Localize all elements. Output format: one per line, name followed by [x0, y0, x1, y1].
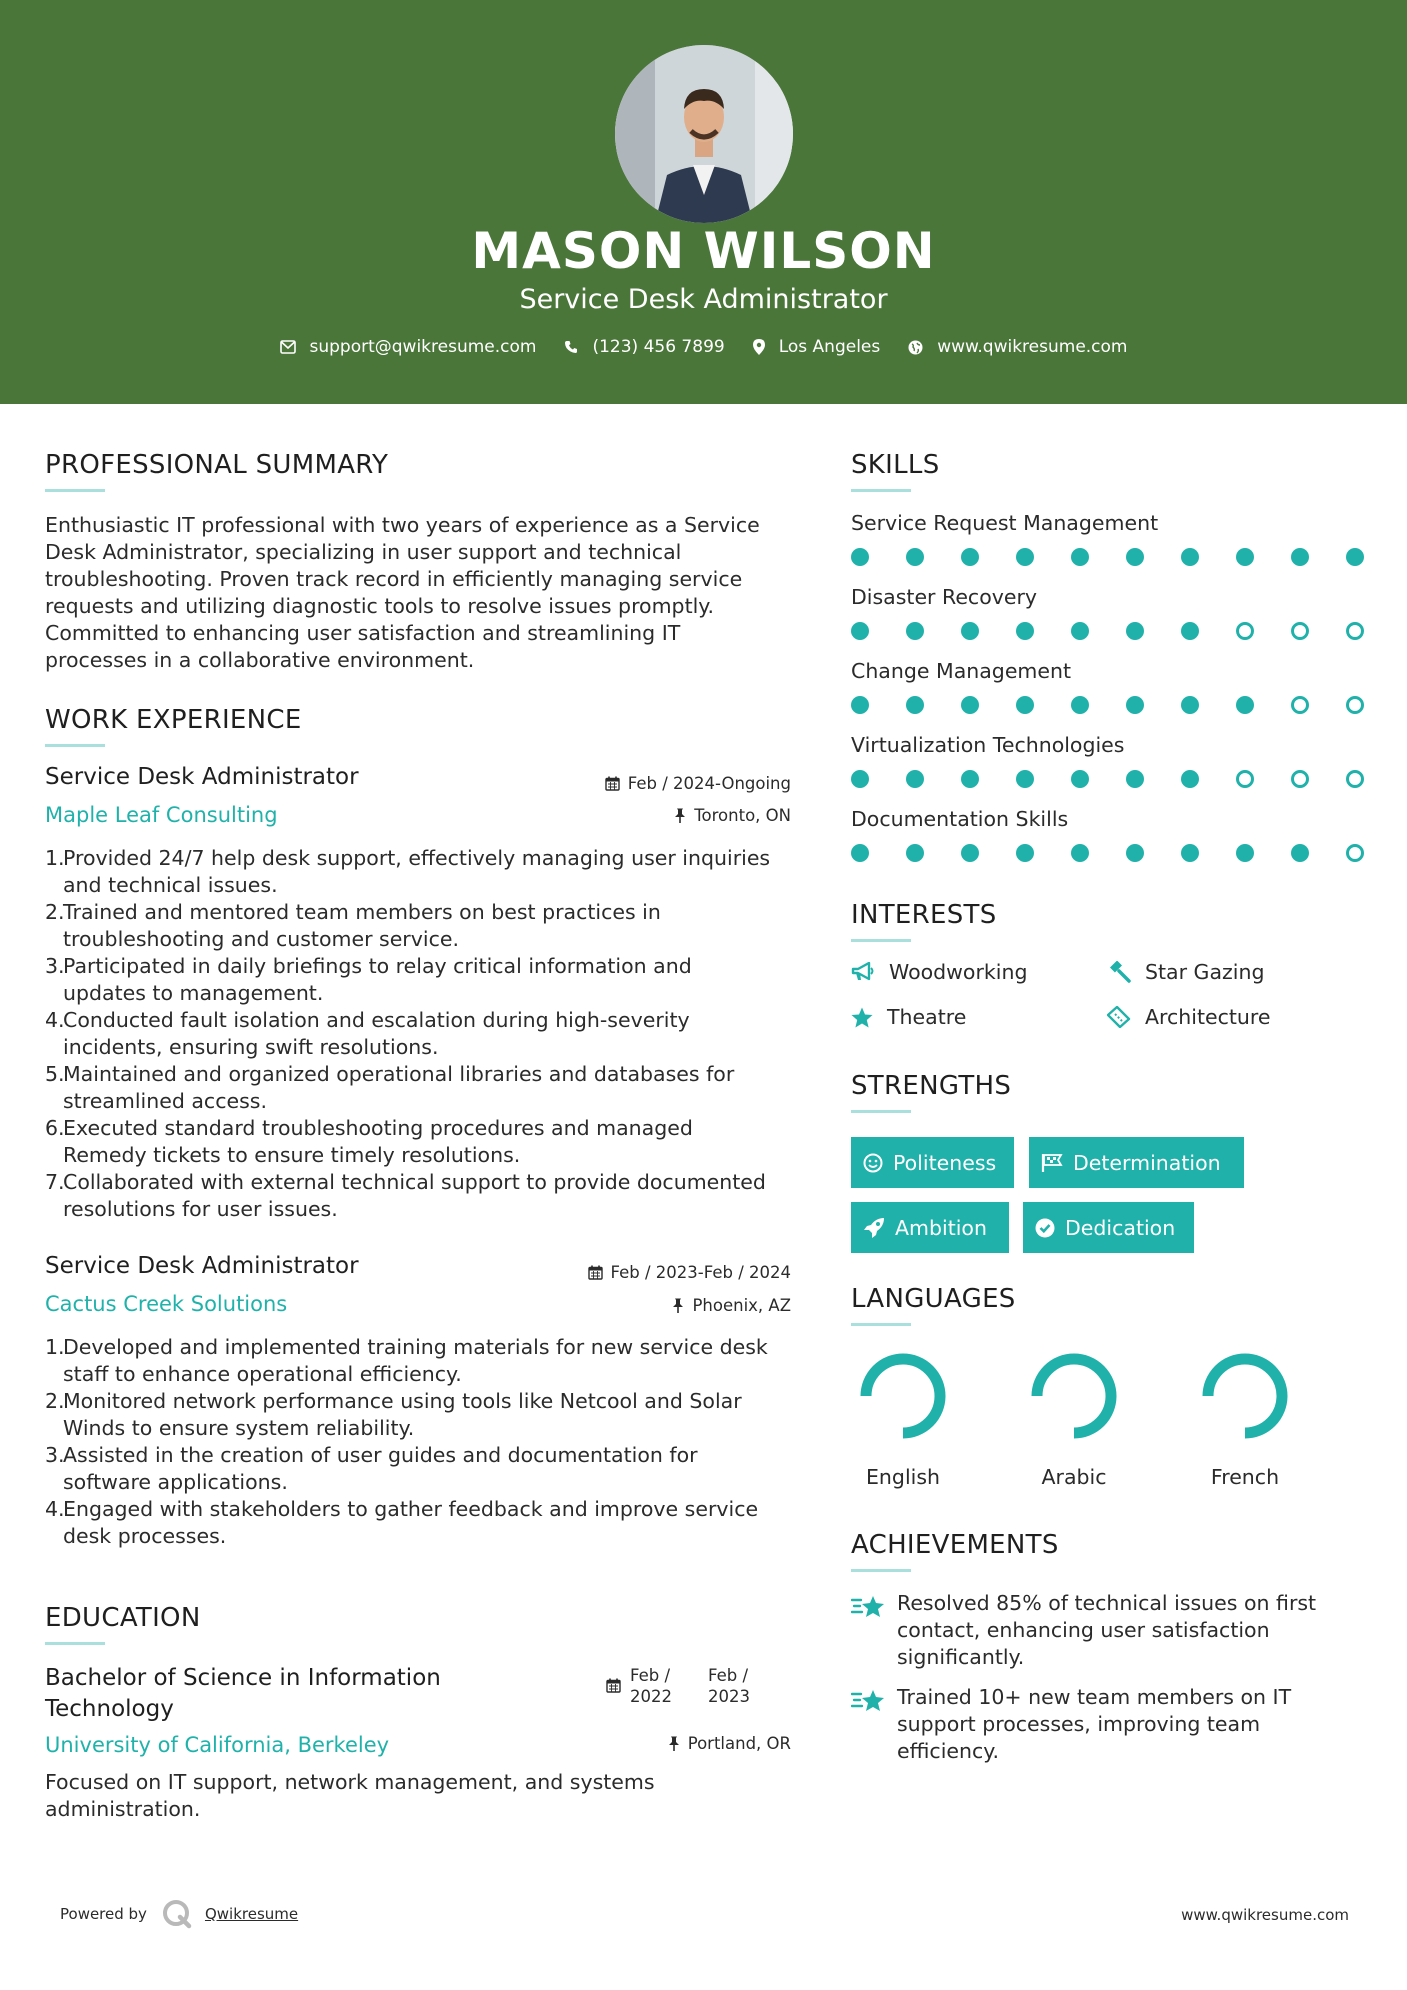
job-location — [500, 806, 791, 825]
list-item: 4. Conducted fault isolation and escalation during high-severity incidents, ensuring swift resolutions. — [45, 1008, 690, 1059]
contact-email[interactable] — [280, 337, 537, 357]
rating-dot-empty — [1236, 770, 1254, 788]
language-gauge-arc — [866, 1359, 940, 1433]
skill-label: Virtualization Technologies — [851, 733, 1125, 757]
achievements-heading: ACHIEVEMENTS — [851, 1530, 1059, 1560]
job-location-text: Phoenix, AZ — [692, 1296, 791, 1315]
rating-dot-filled — [851, 770, 869, 788]
skill-label: Documentation Skills — [851, 807, 1069, 831]
pin-icon — [668, 1736, 680, 1751]
profile-photo — [615, 45, 793, 223]
star-icon — [851, 1007, 873, 1028]
contact-location — [753, 337, 881, 357]
gavel-icon — [1107, 961, 1131, 983]
job-date-text: Feb / 2023-Feb / 2024 — [610, 1263, 791, 1282]
phone-icon — [564, 340, 578, 354]
rating-dot-filled — [1126, 770, 1144, 788]
language-label: Arabic — [1041, 1465, 1107, 1489]
powered-by-text: Powered by — [60, 1905, 147, 1923]
skill-label: Change Management — [851, 659, 1072, 683]
skills-heading: SKILLS — [851, 450, 940, 480]
job-title: Service Desk Administrator — [45, 764, 359, 790]
footer-powered-by — [60, 1898, 298, 1930]
map-marker-icon — [753, 339, 765, 355]
rating-dot-filled — [1071, 696, 1089, 714]
pin-icon — [672, 1298, 684, 1313]
rating-dot-filled — [1181, 844, 1199, 862]
rating-dot-filled — [961, 844, 979, 862]
skill-rating — [851, 844, 1401, 862]
ticket-icon — [1107, 1006, 1131, 1028]
interest-item: Star Gazing — [1107, 960, 1264, 984]
rating-dot-filled — [1236, 844, 1254, 862]
school-name[interactable]: University of California, Berkeley — [45, 1733, 390, 1757]
rating-dot-filled — [1291, 844, 1309, 862]
rating-dot-filled — [961, 696, 979, 714]
job-date — [500, 774, 791, 793]
degree-title — [45, 1663, 441, 1725]
rating-dot-filled — [1236, 696, 1254, 714]
resume-header — [0, 0, 1407, 404]
list-item: 3. Assisted in the creation of user guides and documentation for software applications. — [45, 1443, 698, 1494]
rating-dot-filled — [1071, 770, 1089, 788]
rating-dot-filled — [1346, 548, 1364, 566]
list-item: 5. Maintained and organized operational libraries and databases for streamlined access. — [45, 1062, 735, 1113]
achievement-text: Trained 10+ new team members on IT support processes, improving team efficiency. — [897, 1685, 1292, 1763]
summary-line: requests and utilizing diagnostic tools to resolve issues promptly. — [45, 594, 715, 618]
language-label: French — [1210, 1465, 1280, 1489]
achievement-item — [851, 1684, 1331, 1765]
location-text: Los Angeles — [778, 337, 881, 357]
interest-item: Theatre — [851, 1005, 966, 1029]
edu-location — [500, 1734, 791, 1753]
list-item: 4. Engaged with stakeholders to gather feedback and improve service desk processes. — [45, 1497, 759, 1548]
brand-link[interactable]: Qwikresume — [204, 1905, 299, 1923]
job-location — [500, 1296, 791, 1315]
summary-text — [45, 512, 805, 674]
envelope-icon — [280, 340, 296, 354]
rating-dot-filled — [906, 548, 924, 566]
edu-location-text: Portland, OR — [687, 1734, 791, 1753]
email-text: support@qwikresume.com — [309, 337, 537, 357]
job-duties — [45, 845, 805, 1223]
list-item: 2. Monitored network performance using tools like Netcool and Solar Winds to ensure system reliability. — [45, 1389, 742, 1440]
rating-dot-filled — [906, 696, 924, 714]
list-item: 3. Participated in daily briefings to relay critical information and updates to management. — [45, 954, 692, 1005]
rating-dot-filled — [961, 770, 979, 788]
summary-rule — [45, 489, 105, 492]
achievements-rule — [851, 1569, 911, 1572]
rating-dot-empty — [1291, 770, 1309, 788]
rating-dot-filled — [851, 696, 869, 714]
list-item: 2. Trained and mentored team members on best practices in troubleshooting and customer service. — [45, 900, 661, 951]
rating-dot-empty — [1346, 770, 1364, 788]
job-date — [500, 1263, 791, 1282]
achievement-text: Resolved 85% of technical issues on first contact, enhancing user satisfaction significantly. — [897, 1591, 1317, 1669]
phone-text: (123) 456 7899 — [592, 337, 725, 357]
smile-icon — [863, 1153, 883, 1173]
experience-heading: WORK EXPERIENCE — [45, 705, 302, 735]
strength-badge: Politeness — [851, 1137, 1014, 1188]
job-date-text: Feb / 2024-Ongoing — [627, 774, 791, 793]
languages-rule — [851, 1323, 911, 1326]
experience-rule — [45, 744, 105, 747]
rating-dot-empty — [1346, 622, 1364, 640]
rating-dot-filled — [1016, 548, 1034, 566]
rating-dot-filled — [1126, 622, 1144, 640]
summary-line: processes in a collaborative environment. — [45, 648, 475, 672]
candidate-title: Service Desk Administrator — [519, 284, 888, 315]
rating-dot-filled — [1016, 696, 1034, 714]
summary-line: Committed to enhancing user satisfaction and streamlining IT — [45, 621, 681, 645]
skills-rule — [851, 489, 911, 492]
rating-dot-filled — [1291, 548, 1309, 566]
website-text: www.qwikresume.com — [937, 337, 1128, 357]
list-item: 7. Collaborated with external technical support to provide documented resolutions for user issues. — [45, 1170, 766, 1221]
strengths-heading: STRENGTHS — [851, 1071, 1012, 1101]
skill-rating — [851, 548, 1401, 566]
degree-line: Bachelor of Science in Information — [45, 1665, 441, 1691]
list-item: 6. Executed standard troubleshooting procedures and managed Remedy tickets to ensure timely resolutions. — [45, 1116, 693, 1167]
interest-item: Woodworking — [851, 960, 1027, 984]
globe-icon — [908, 340, 923, 355]
calendar-icon — [588, 1265, 603, 1280]
calendar-icon — [605, 776, 620, 791]
degree-line: Technology — [45, 1696, 174, 1722]
rating-dot-filled — [1181, 696, 1199, 714]
summary-line: Enthusiastic IT professional with two years of experience as a Service — [45, 513, 760, 537]
education-rule — [45, 1642, 105, 1645]
qwikresume-logo-icon — [161, 1898, 193, 1930]
rating-dot-filled — [1071, 622, 1089, 640]
language-gauge-arc — [1208, 1359, 1282, 1433]
language-label: English — [865, 1465, 941, 1489]
rating-dot-empty — [1236, 622, 1254, 640]
education-heading: EDUCATION — [45, 1603, 201, 1633]
list-item: 1. Provided 24/7 help desk support, effectively managing user inquiries and technical issues. — [45, 846, 771, 897]
language-gauge — [1195, 1346, 1295, 1446]
rating-dot-filled — [906, 622, 924, 640]
rating-dot-filled — [851, 844, 869, 862]
language-gauge-arc — [1037, 1359, 1111, 1433]
calendar-icon — [606, 1678, 621, 1693]
contact-phone[interactable] — [564, 337, 724, 357]
job-duties — [45, 1334, 805, 1550]
rating-dot-filled — [1181, 770, 1199, 788]
rating-dot-filled — [1126, 844, 1144, 862]
check-circle-icon — [1035, 1218, 1055, 1238]
rating-dot-filled — [1071, 844, 1089, 862]
footer-website[interactable]: www.qwikresume.com — [1181, 1906, 1349, 1924]
language-gauge — [1024, 1346, 1124, 1446]
rating-dot-filled — [906, 770, 924, 788]
rating-dot-filled — [1016, 770, 1034, 788]
skill-rating — [851, 622, 1401, 640]
megaphone-icon — [851, 962, 875, 982]
skill-label: Service Request Management — [851, 511, 1159, 535]
rating-dot-filled — [961, 622, 979, 640]
education-description: Focused on IT support, network management, and systems administration. — [45, 1770, 655, 1821]
strength-badge: Determination — [1029, 1137, 1244, 1188]
rating-dot-filled — [1181, 548, 1199, 566]
rating-dot-empty — [1346, 696, 1364, 714]
skill-rating — [851, 770, 1401, 788]
edu-start-date: Feb / 2022 — [630, 1666, 672, 1706]
achievement-item — [851, 1590, 1331, 1671]
shooting-star-icon — [851, 1686, 887, 1716]
strengths-rule — [851, 1110, 911, 1113]
summary-line: troubleshooting. Proven track record in efficiently managing service — [45, 567, 743, 591]
pin-icon — [674, 808, 686, 823]
skill-rating — [851, 696, 1401, 714]
rating-dot-filled — [961, 548, 979, 566]
rating-dot-filled — [906, 844, 924, 862]
flag-icon — [1041, 1153, 1063, 1173]
rating-dot-filled — [1071, 548, 1089, 566]
summary-line: Desk Administrator, specializing in user support and technical — [45, 540, 682, 564]
interests-rule — [851, 939, 911, 942]
contact-bar — [0, 337, 1407, 357]
language-gauge — [853, 1346, 953, 1446]
edu-end-date: Feb / 2023 — [708, 1666, 750, 1706]
list-item: 1. Developed and implemented training materials for new service desk staff to enhance operational efficiency. — [45, 1335, 768, 1386]
rating-dot-empty — [1291, 696, 1309, 714]
interests-heading: INTERESTS — [851, 900, 997, 930]
rating-dot-filled — [1126, 696, 1144, 714]
company-name[interactable]: Maple Leaf Consulting — [45, 803, 278, 827]
company-name[interactable]: Cactus Creek Solutions — [45, 1292, 288, 1316]
rating-dot-filled — [1016, 622, 1034, 640]
rating-dot-filled — [851, 548, 869, 566]
rocket-icon — [863, 1217, 885, 1239]
shooting-star-icon — [851, 1592, 887, 1622]
candidate-name: MASON WILSON — [471, 222, 936, 280]
rating-dot-empty — [1346, 844, 1364, 862]
strength-badge: Ambition — [851, 1202, 1009, 1253]
rating-dot-empty — [1291, 622, 1309, 640]
rating-dot-filled — [1236, 548, 1254, 566]
interest-item: Architecture — [1107, 1005, 1271, 1029]
skill-label: Disaster Recovery — [851, 585, 1038, 609]
summary-heading: PROFESSIONAL SUMMARY — [45, 450, 389, 480]
contact-website[interactable] — [908, 337, 1127, 357]
languages-heading: LANGUAGES — [851, 1284, 1016, 1314]
rating-dot-filled — [1016, 844, 1034, 862]
rating-dot-filled — [1181, 622, 1199, 640]
rating-dot-filled — [1126, 548, 1144, 566]
job-location-text: Toronto, ON — [694, 806, 791, 825]
strength-badge: Dedication — [1023, 1202, 1194, 1253]
job-title: Service Desk Administrator — [45, 1253, 359, 1279]
rating-dot-filled — [851, 622, 869, 640]
